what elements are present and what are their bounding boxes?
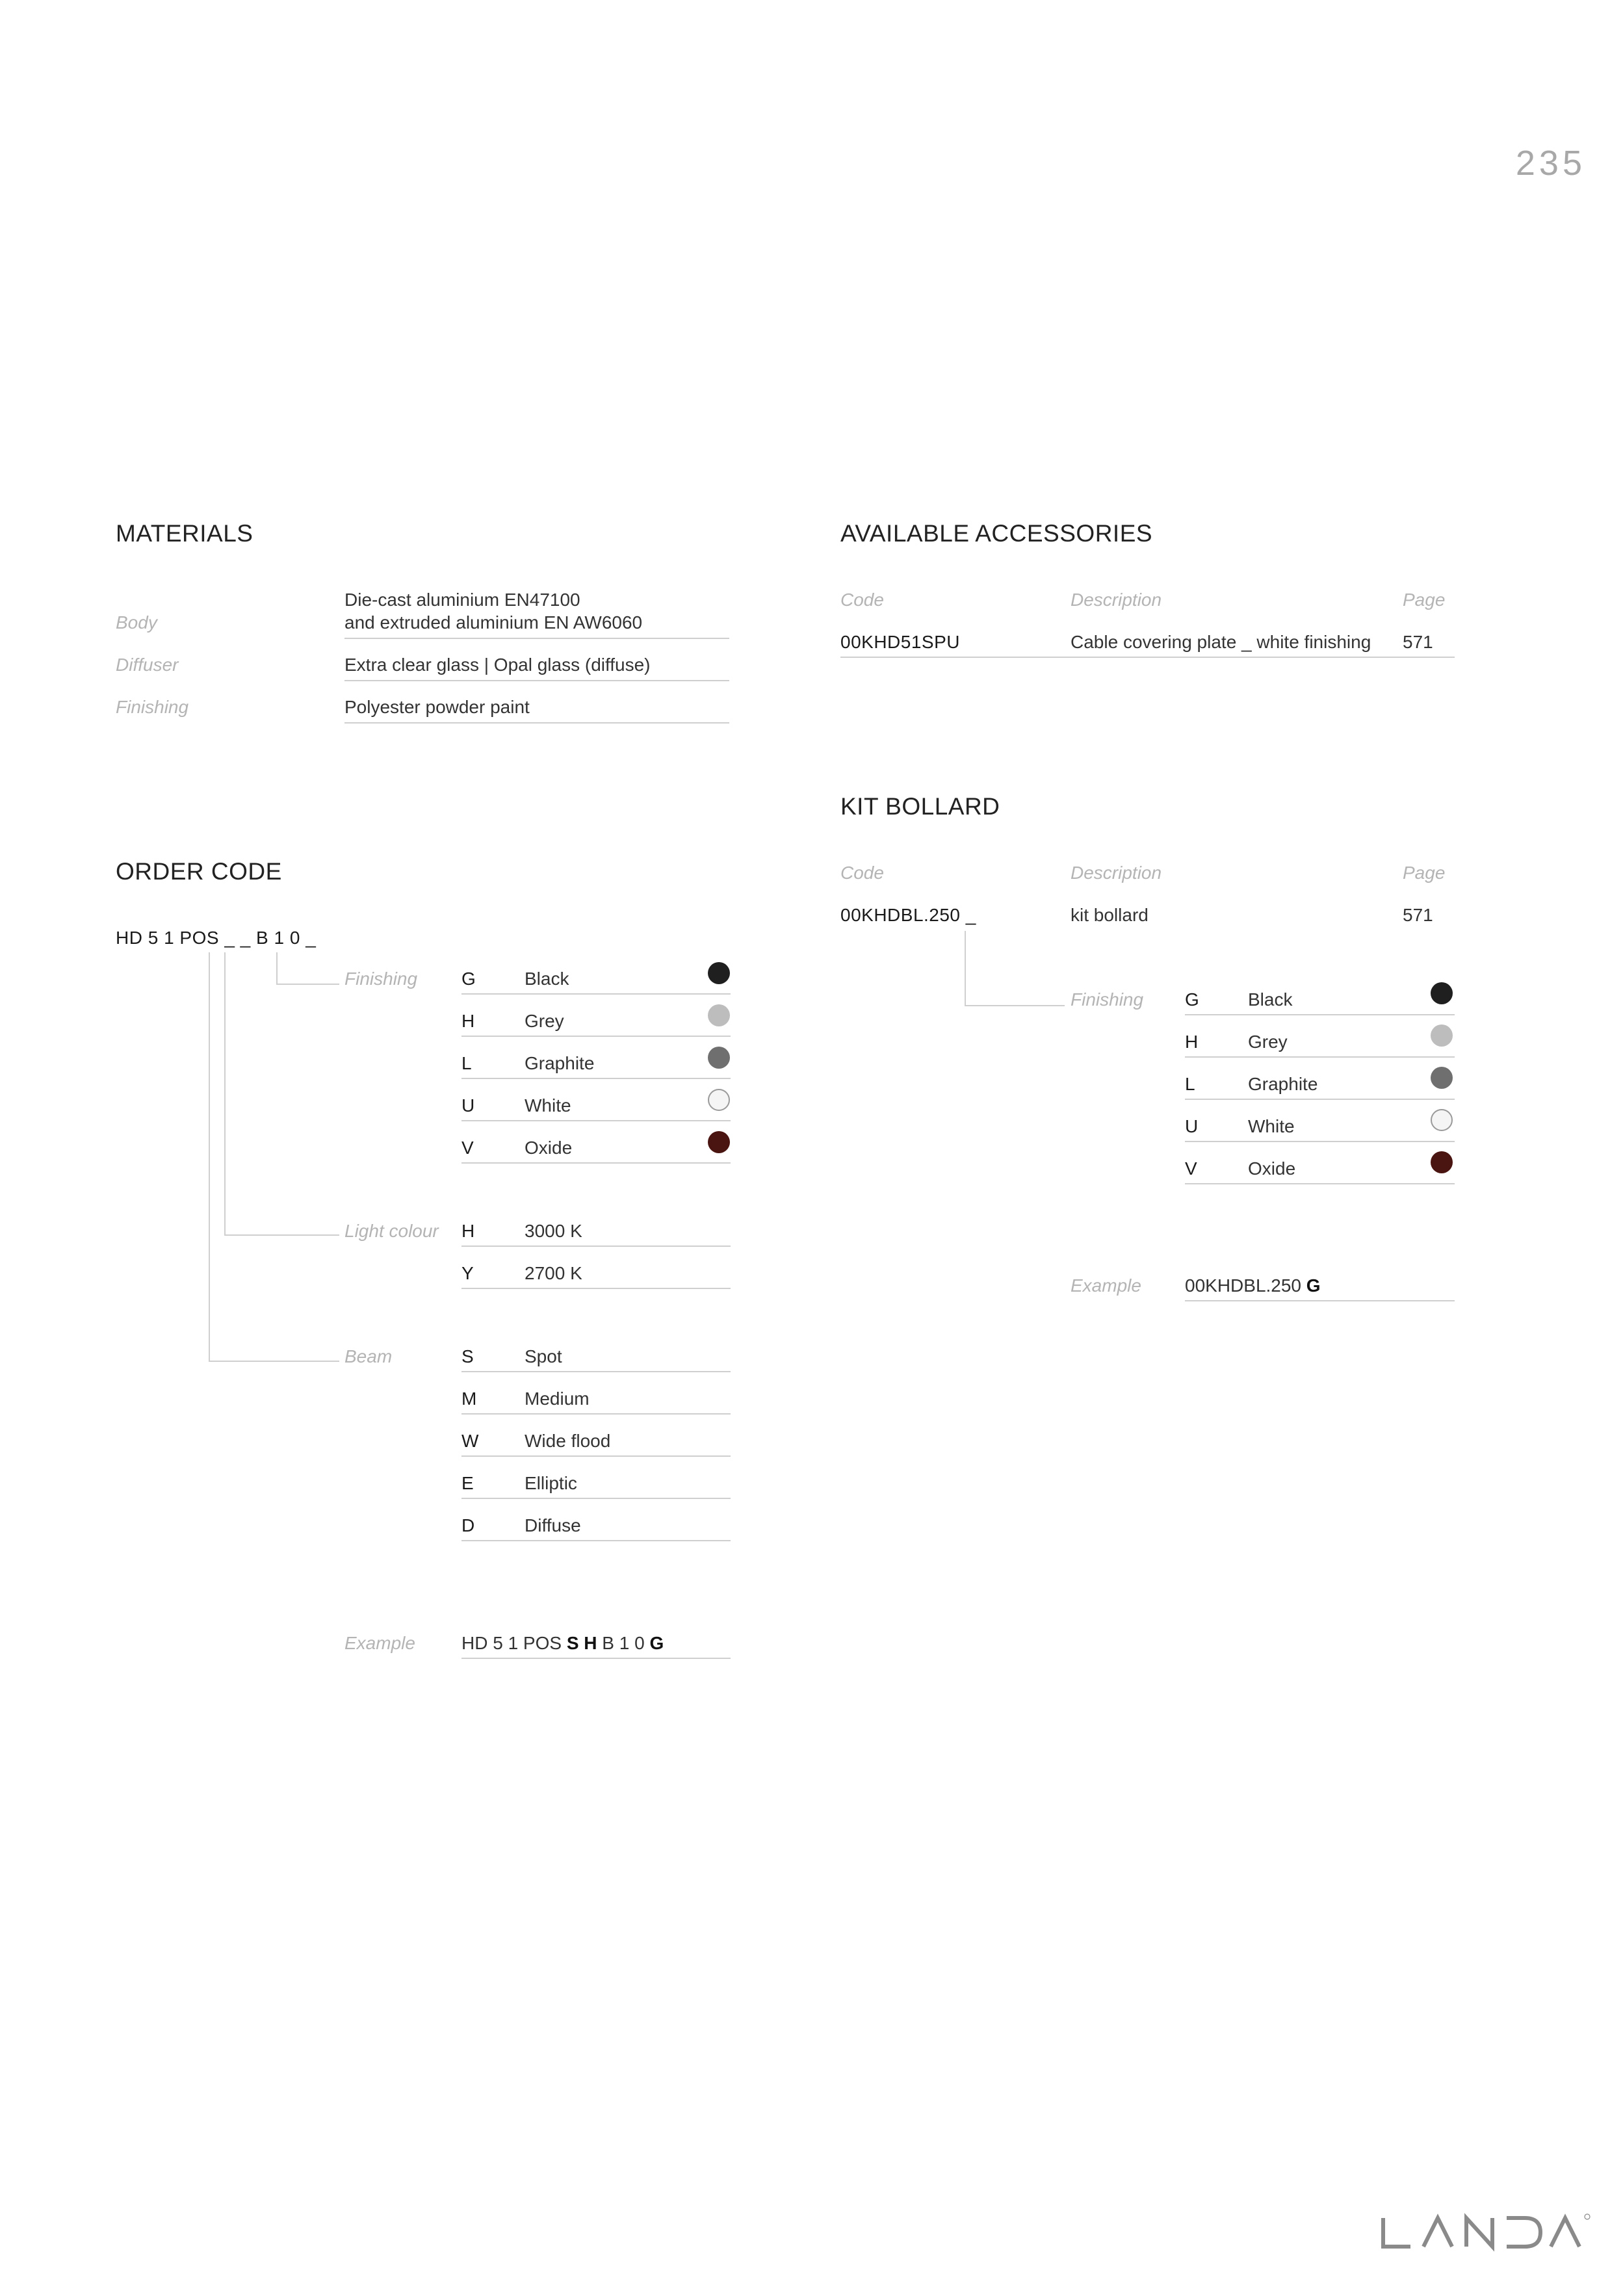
- color-swatch-icon: [1431, 982, 1453, 1004]
- materials-body-value-1: Die-cast aluminium EN47100: [344, 590, 580, 610]
- kit-example-code: 00KHDBL.250 G: [1185, 1275, 1321, 1296]
- order-finishing-name: Graphite: [525, 1053, 595, 1073]
- materials-body-label: Body: [116, 612, 157, 633]
- connector-line: [276, 984, 339, 985]
- order-light-colour-code: H: [461, 1221, 475, 1241]
- materials-body-value-2: and extruded aluminium EN AW6060: [344, 612, 643, 633]
- order-finishing-code: V: [461, 1138, 474, 1158]
- kit-finishing-name: White: [1248, 1116, 1295, 1136]
- order-code-title: ORDER CODE: [116, 858, 282, 885]
- divider: [461, 993, 731, 995]
- kit-finishing-name: Oxide: [1248, 1158, 1296, 1179]
- kit-finishing-name: Graphite: [1248, 1074, 1318, 1094]
- divider: [461, 1246, 731, 1247]
- divider: [1185, 1099, 1455, 1100]
- kit-finishing-code: V: [1185, 1158, 1198, 1179]
- color-swatch-icon: [708, 1047, 730, 1069]
- kit-example-label: Example: [1071, 1275, 1141, 1296]
- color-swatch-icon: [708, 962, 730, 984]
- kit-page: 571: [1403, 905, 1433, 925]
- order-beam-name: Diffuse: [525, 1515, 581, 1535]
- order-finishing-name: Black: [525, 969, 569, 989]
- landa-logo: [1378, 2206, 1592, 2258]
- connector-line: [276, 952, 278, 984]
- divider: [1185, 1300, 1455, 1301]
- order-beam-name: Spot: [525, 1346, 562, 1366]
- color-swatch-icon: [708, 1131, 730, 1153]
- materials-finishing-value: Polyester powder paint: [344, 697, 530, 717]
- materials-diffuser-label: Diffuser: [116, 655, 179, 675]
- order-example-label: Example: [344, 1633, 415, 1653]
- order-code-template: HD 5 1 POS _ _ B 1 0 _: [116, 928, 317, 948]
- divider: [461, 1371, 731, 1372]
- divider: [1185, 1183, 1455, 1184]
- order-light-colour-label: Light colour: [344, 1221, 439, 1241]
- divider: [344, 722, 729, 724]
- divider: [344, 680, 729, 681]
- connector-line: [209, 952, 210, 1361]
- materials-diffuser-value: Extra clear glass | Opal glass (diffuse): [344, 655, 651, 675]
- order-finishing-code: H: [461, 1011, 475, 1031]
- order-beam-name: Elliptic: [525, 1473, 577, 1493]
- divider: [461, 1120, 731, 1121]
- kit-finishing-name: Grey: [1248, 1032, 1288, 1052]
- divider: [1185, 1014, 1455, 1015]
- kit-header-page: Page: [1403, 863, 1446, 883]
- color-swatch-icon: [1431, 1109, 1453, 1131]
- order-light-colour-code: Y: [461, 1263, 474, 1283]
- accessories-header-page: Page: [1403, 590, 1446, 610]
- materials-title: MATERIALS: [116, 520, 253, 547]
- color-swatch-icon: [708, 1004, 730, 1026]
- divider: [461, 1540, 731, 1541]
- accessories-header-code: Code: [840, 590, 884, 610]
- divider: [461, 1498, 731, 1499]
- order-light-colour-name: 3000 K: [525, 1221, 582, 1241]
- order-beam-label: Beam: [344, 1346, 393, 1366]
- connector-line: [965, 1005, 1065, 1006]
- order-finishing-name: Grey: [525, 1011, 564, 1031]
- divider: [461, 1455, 731, 1457]
- connector-line: [224, 952, 226, 1234]
- kit-finishing-label: Finishing: [1071, 989, 1144, 1010]
- order-beam-code: D: [461, 1515, 475, 1535]
- divider: [344, 638, 729, 639]
- order-finishing-name: Oxide: [525, 1138, 573, 1158]
- kit-code: 00KHDBL.250 _: [840, 905, 976, 925]
- connector-line: [209, 1361, 339, 1362]
- kit-finishing-code: H: [1185, 1032, 1199, 1052]
- order-beam-code: W: [461, 1431, 479, 1451]
- accessories-title: AVAILABLE ACCESSORIES: [840, 520, 1153, 547]
- color-swatch-icon: [1431, 1067, 1453, 1089]
- order-beam-code: E: [461, 1473, 474, 1493]
- order-beam-name: Wide flood: [525, 1431, 611, 1451]
- connector-line: [965, 931, 966, 1005]
- order-finishing-code: U: [461, 1095, 475, 1115]
- divider: [461, 1078, 731, 1079]
- accessory-code: 00KHD51SPU: [840, 632, 960, 652]
- order-beam-name: Medium: [525, 1389, 590, 1409]
- kit-finishing-code: U: [1185, 1116, 1199, 1136]
- kit-header-description: Description: [1071, 863, 1162, 883]
- order-finishing-code: L: [461, 1053, 473, 1073]
- accessory-description: Cable covering plate _ white finishing: [1071, 632, 1371, 652]
- color-swatch-icon: [1431, 1024, 1453, 1047]
- page-number: 235: [1515, 144, 1586, 183]
- divider: [840, 657, 1455, 658]
- divider: [461, 1288, 731, 1289]
- divider: [1185, 1056, 1455, 1058]
- color-swatch-icon: [1431, 1151, 1453, 1173]
- order-finishing-code: G: [461, 969, 476, 989]
- kit-bollard-title: KIT BOLLARD: [840, 793, 1000, 820]
- divider: [461, 1413, 731, 1415]
- divider: [1185, 1141, 1455, 1142]
- order-beam-code: S: [461, 1346, 474, 1366]
- materials-finishing-label: Finishing: [116, 697, 189, 717]
- kit-finishing-name: Black: [1248, 989, 1293, 1010]
- order-light-colour-name: 2700 K: [525, 1263, 582, 1283]
- divider: [461, 1162, 731, 1164]
- divider: [461, 1036, 731, 1037]
- order-beam-code: M: [461, 1389, 477, 1409]
- kit-header-code: Code: [840, 863, 884, 883]
- kit-description: kit bollard: [1071, 905, 1149, 925]
- order-finishing-label: Finishing: [344, 969, 418, 989]
- divider: [461, 1658, 731, 1659]
- order-example-code: HD 5 1 POS S H B 1 0 G: [461, 1633, 664, 1653]
- accessories-header-description: Description: [1071, 590, 1162, 610]
- connector-line: [224, 1234, 339, 1236]
- order-finishing-name: White: [525, 1095, 571, 1115]
- kit-finishing-code: L: [1185, 1074, 1196, 1094]
- accessory-page: 571: [1403, 632, 1433, 652]
- kit-finishing-code: G: [1185, 989, 1200, 1010]
- color-swatch-icon: [708, 1089, 730, 1111]
